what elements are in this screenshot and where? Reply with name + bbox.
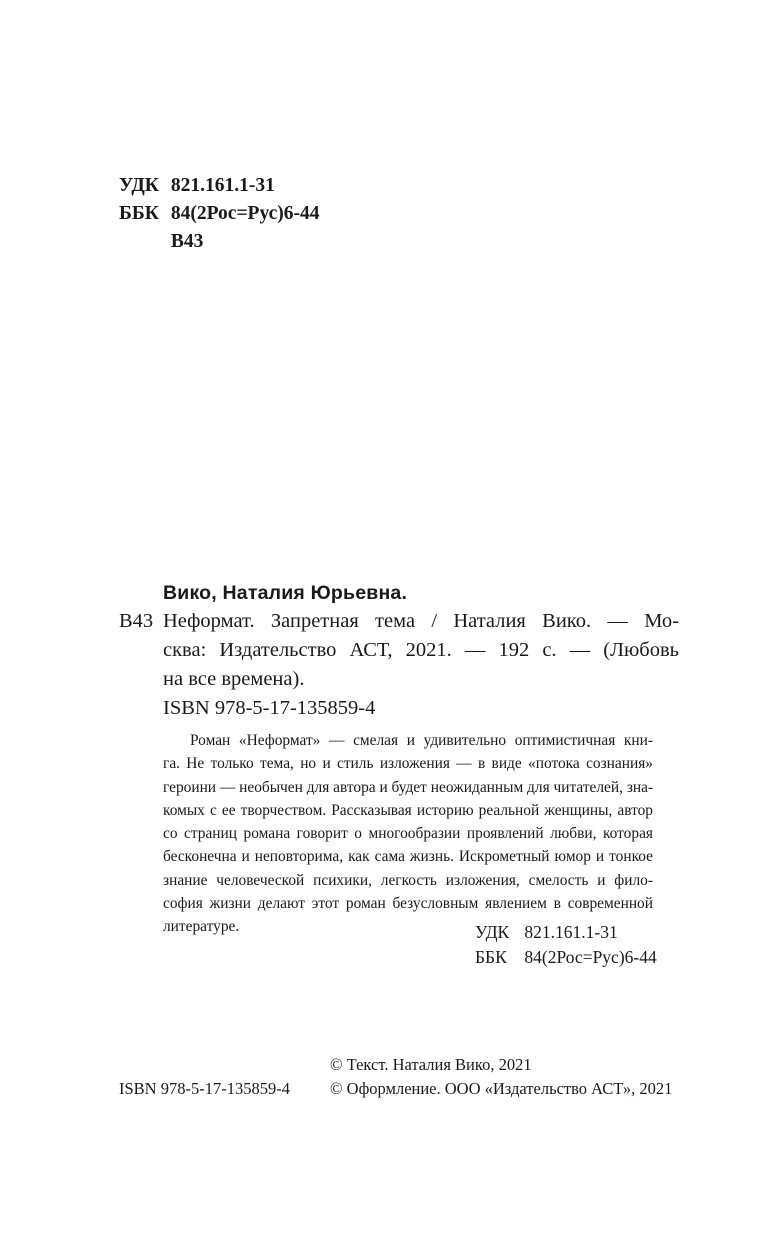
- annotation-line: бесконечна и неповторима, как сама жизнь. Искрометный юмор и тонкое: [163, 848, 653, 866]
- annotation-line: комых с ее творчеством. Рассказывая историю реальной женщины, автор: [163, 801, 653, 819]
- udk-value: 821.161.1-31: [170, 175, 275, 196]
- bbk-value: 84(2Рос=Рус)6-44: [170, 203, 320, 224]
- annotation-line: со страниц романа говорит о многообразии проявлений любви, которая: [163, 825, 653, 843]
- bbk-label-bottom: ББК: [475, 947, 507, 967]
- author-mark-row: [119, 228, 320, 256]
- author-mark-top: В43: [170, 231, 204, 252]
- copyright-text: © Текст. Наталия Вико, 2021: [330, 1055, 532, 1074]
- description-line: сква: Издательство АСТ, 2021. — 192 с. — (Любовь: [163, 639, 679, 661]
- description-line: на все времена).: [163, 668, 305, 690]
- annotation: [163, 729, 653, 939]
- bbk-row-bottom: [475, 945, 657, 970]
- description-line: Неформат. Запретная тема / Наталия Вико. — Мо-: [163, 610, 679, 632]
- annotation-line: софия жизни делают этот роман безусловным явлением в современной: [163, 895, 653, 913]
- bbk-row: [119, 200, 320, 228]
- footer-isbn: ISBN 978-5-17-135859-4: [119, 1079, 290, 1098]
- bottom-classification-codes: [475, 920, 657, 970]
- annotation-line: га. Не только тема, но и стиль изложения — в виде «потока сознания»: [163, 755, 653, 773]
- annotation-line: Роман «Неформат» — смелая и удивительно оптимистичная кни-: [190, 732, 653, 749]
- udk-row: [119, 172, 320, 200]
- bbk-label: ББК: [119, 203, 159, 224]
- udk-label-bottom: УДК: [475, 922, 510, 942]
- udk-label: УДК: [119, 175, 159, 196]
- top-classification-codes: [119, 172, 320, 256]
- bbk-value-bottom: 84(2Рос=Рус)6-44: [524, 947, 657, 967]
- annotation-line: героини — необычен для автора и будет неожиданным для читателей, зна-: [163, 778, 654, 796]
- udk-value-bottom: 821.161.1-31: [524, 922, 618, 942]
- author-heading: Вико, Наталия Юрьевна.: [163, 582, 408, 604]
- author-mark-side: В43: [119, 610, 154, 632]
- udk-row-bottom: [475, 920, 657, 945]
- copyright-design: © Оформление. ООО «Издательство АСТ», 2021: [330, 1079, 673, 1098]
- annotation-line: литературе.: [163, 918, 240, 936]
- annotation-line: знание человеческой психики, легкость изложения, смелость и фило-: [163, 871, 653, 889]
- isbn-line: ISBN 978-5-17-135859-4: [163, 697, 376, 719]
- bibliographic-description: [163, 607, 679, 694]
